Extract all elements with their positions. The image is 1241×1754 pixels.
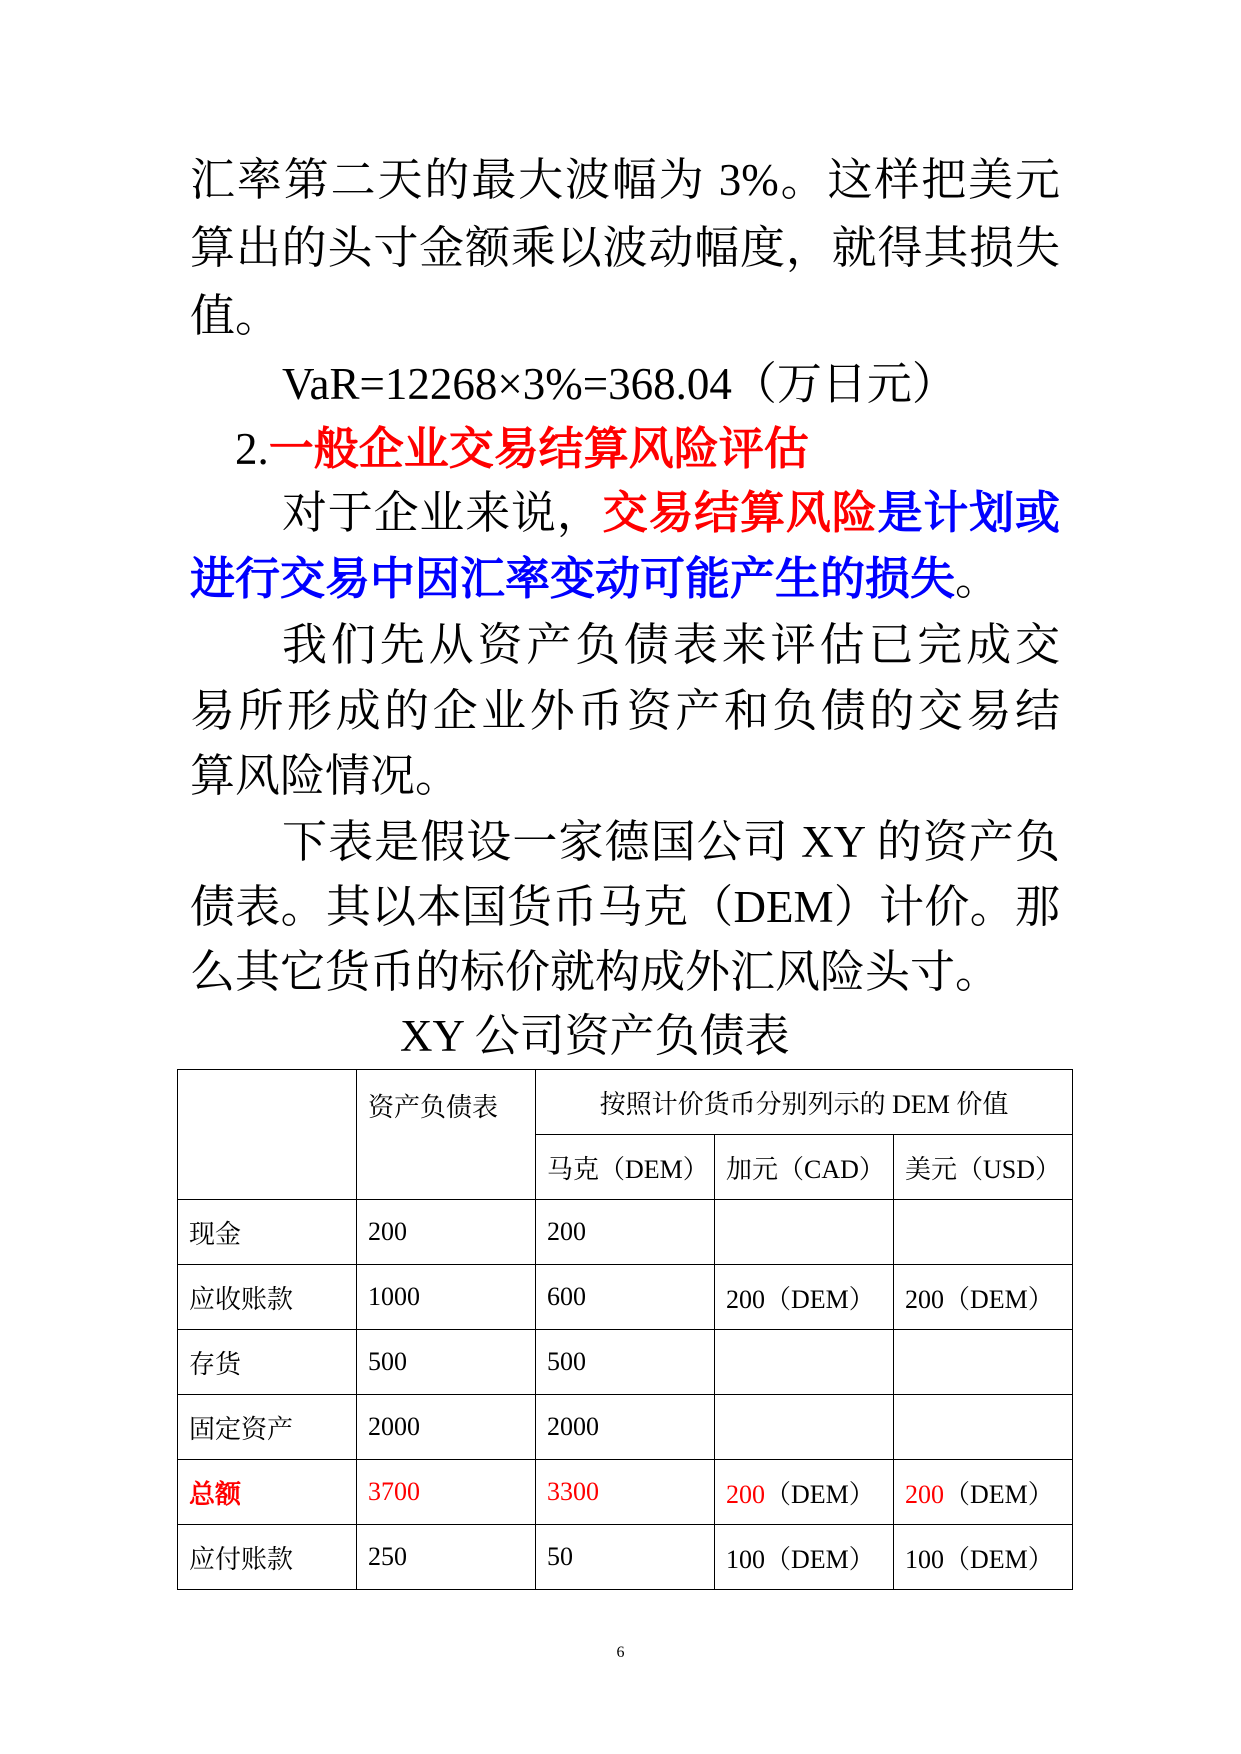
cell-item: 应收账款 xyxy=(178,1265,357,1330)
header-currency-group: 按照计价货币分别列示的 DEM 价值 xyxy=(536,1070,1073,1135)
table-row xyxy=(178,1330,1073,1395)
body-line: 易所形成的企业外币资产和负债的交易结 xyxy=(190,686,1060,736)
cell-value: 200 xyxy=(726,1284,765,1314)
cell-balance: 2000 xyxy=(357,1395,536,1460)
cell-usd xyxy=(894,1265,1073,1330)
cell-value: 100 xyxy=(905,1544,944,1574)
cell-value: 200 xyxy=(905,1284,944,1314)
cell-cad xyxy=(715,1460,894,1525)
cell-usd xyxy=(894,1460,1073,1525)
definition-text: 是计划或 xyxy=(877,488,1060,538)
cell-balance: 500 xyxy=(357,1330,536,1395)
table-header-row xyxy=(178,1070,1073,1135)
cell-value: 100 xyxy=(726,1544,765,1574)
cell-unit: （DEM） xyxy=(944,1544,1054,1574)
definition-term: 交易结算风险 xyxy=(602,488,878,538)
definition-end: 。 xyxy=(955,554,1001,604)
definition-text: 进行交易中因汇率变动可能产生的损失 xyxy=(190,554,956,604)
table-corner-cell xyxy=(178,1070,357,1200)
cell-usd xyxy=(894,1395,1073,1460)
cell-balance: 250 xyxy=(357,1525,536,1590)
section-number: 2. xyxy=(235,424,269,474)
cell-unit: （DEM） xyxy=(944,1284,1054,1314)
cell-usd xyxy=(894,1200,1073,1265)
body-line: 债表。其以本国货币马克（DEM）计价。那 xyxy=(190,882,1060,932)
body-line: 我们先从资产负债表来评估已完成交 xyxy=(282,620,1060,670)
body-line: 汇率第二天的最大波幅为 3%。这样把美元 xyxy=(190,155,1060,205)
cell-balance: 3700 xyxy=(357,1460,536,1525)
cell-unit: （DEM） xyxy=(765,1479,875,1509)
var-formula: VaR=12268×3%=368.04（万日元） xyxy=(282,359,957,409)
cell-item: 存货 xyxy=(178,1330,357,1395)
cell-dem: 200 xyxy=(536,1200,715,1265)
section-heading xyxy=(235,416,809,482)
page-number: 6 xyxy=(616,1644,625,1661)
cell-dem: 3300 xyxy=(536,1460,715,1525)
balance-sheet-table xyxy=(177,1069,1073,1590)
cell-cad xyxy=(715,1395,894,1460)
cell-cad xyxy=(715,1200,894,1265)
body-line: 算风险情况。 xyxy=(190,751,461,801)
cell-usd xyxy=(894,1330,1073,1395)
section-title: 一般企业交易结算风险评估 xyxy=(268,424,809,474)
cell-balance: 1000 xyxy=(357,1265,536,1330)
table-row xyxy=(178,1395,1073,1460)
cell-dem: 2000 xyxy=(536,1395,715,1460)
cell-value: 200 xyxy=(726,1479,765,1509)
definition-line xyxy=(282,480,1060,546)
cell-usd xyxy=(894,1525,1073,1590)
cell-item: 固定资产 xyxy=(178,1395,357,1460)
cell-dem: 50 xyxy=(536,1525,715,1590)
cell-dem: 600 xyxy=(536,1265,715,1330)
body-line: 么其它货币的标价就构成外汇风险头寸。 xyxy=(190,947,1001,997)
table-row xyxy=(178,1525,1073,1590)
definition-line xyxy=(190,546,1000,612)
body-line: 值。 xyxy=(190,291,281,341)
header-balance-column: 资产负债表 xyxy=(357,1070,536,1200)
body-line: 算出的头寸金额乘以波动幅度，就得其损失 xyxy=(190,223,1060,273)
cell-cad xyxy=(715,1330,894,1395)
cell-unit: （DEM） xyxy=(944,1479,1054,1509)
cell-unit: （DEM） xyxy=(765,1284,875,1314)
header-currency-usd: 美元（USD） xyxy=(894,1135,1073,1200)
cell-cad xyxy=(715,1265,894,1330)
cell-dem: 500 xyxy=(536,1330,715,1395)
cell-unit: （DEM） xyxy=(765,1544,875,1574)
table-row xyxy=(178,1265,1073,1330)
cell-item: 现金 xyxy=(178,1200,357,1265)
table-title: XY 公司资产负债表 xyxy=(400,1011,790,1061)
cell-balance: 200 xyxy=(357,1200,536,1265)
cell-item: 应付账款 xyxy=(178,1525,357,1590)
header-currency-cad: 加元（CAD） xyxy=(715,1135,894,1200)
body-line: 下表是假设一家德国公司 XY 的资产负 xyxy=(282,817,1060,867)
header-currency-dem: 马克（DEM） xyxy=(536,1135,715,1200)
cell-cad xyxy=(715,1525,894,1590)
cell-value: 200 xyxy=(905,1479,944,1509)
table-row xyxy=(178,1200,1073,1265)
cell-item: 总额 xyxy=(178,1460,357,1525)
definition-lead: 对于企业来说， xyxy=(282,488,603,538)
table-total-row xyxy=(178,1460,1073,1525)
